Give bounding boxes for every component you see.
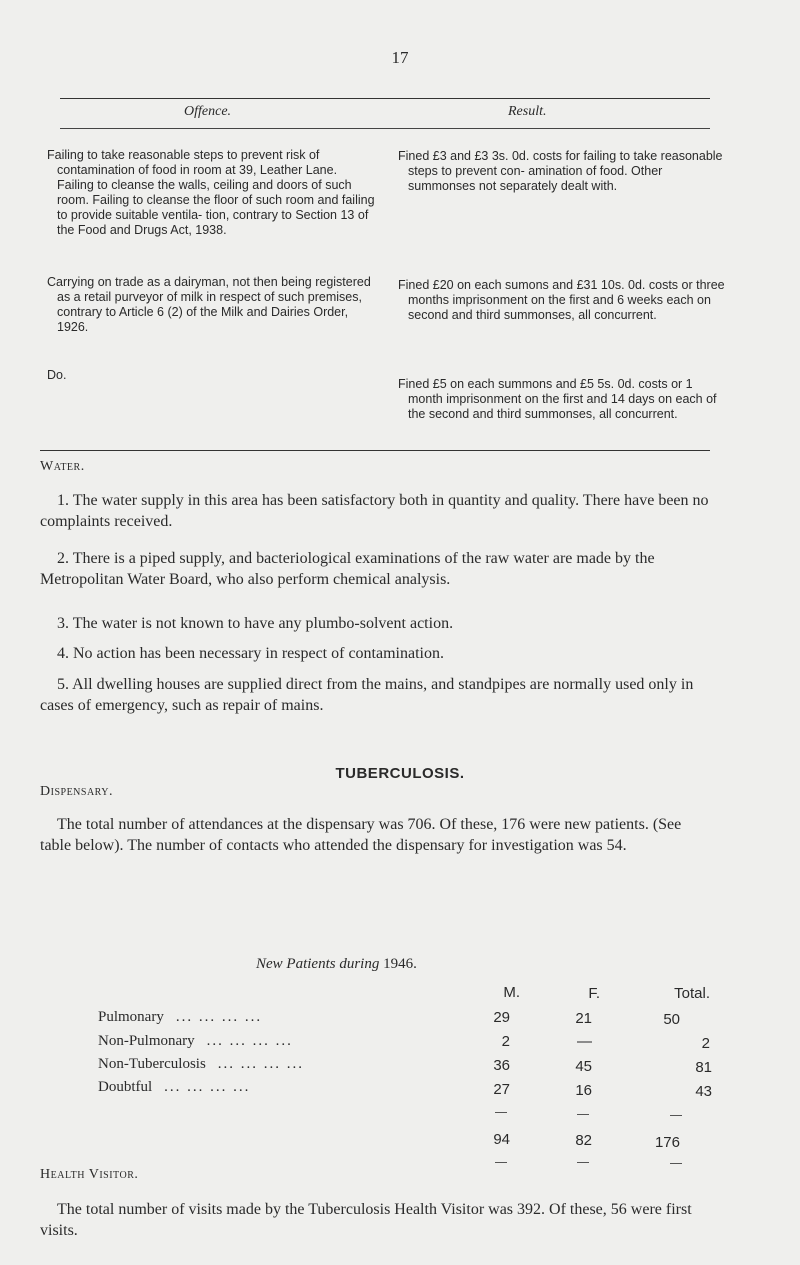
column-header-f: F. — [588, 985, 600, 1002]
subtotal-dash — [577, 1114, 589, 1115]
offence-column-header: Offence. — [184, 104, 232, 119]
water-paragraph: 1. The water supply in this area has been satisfactory both in quantity and quality. There have been no complaints received. — [40, 492, 709, 530]
row-label: Non-Pulmonary ... ... ... ... — [98, 1033, 293, 1049]
leader-dots: ... ... ... ... — [175, 1009, 263, 1025]
cell-f: 16 — [575, 1082, 592, 1099]
table-top-rule — [60, 98, 710, 99]
cell-total: 50 — [663, 1011, 680, 1028]
table-caption-year: 1946. — [383, 956, 417, 972]
water-paragraph: 2. There is a piped supply, and bacteriological examinations of the raw water are made by the Metropolitan Water Board, who also perform chemical analysis. — [40, 550, 655, 588]
result-column-header: Result. — [508, 104, 547, 119]
result-cell: Fined £5 on each summons and £5 5s. 0d. costs or 1 month imprisonment on the first and 14 days on each of the second and third summonses, all concurrent. — [398, 377, 717, 421]
dispensary-paragraph: The total number of attendances at the dispensary was 706. Of these, 176 were new patients. (See table below). The number of contacts who attended the dispensary for investigation was 54. — [40, 816, 682, 854]
table-caption — [256, 956, 417, 973]
subtotal-dash — [495, 1112, 507, 1113]
table-header-rule — [60, 128, 710, 129]
health-visitor-paragraph: The total number of visits made by the Tuberculosis Health Visitor was 392. Of these, 56 were first visits. — [40, 1201, 692, 1239]
water-paragraph: 5. All dwelling houses are supplied direct from the mains, and standpipes are normally used only in cases of emergency, such as repair of mains. — [40, 676, 694, 714]
cell-m: 29 — [493, 1009, 510, 1026]
total-f: 82 — [575, 1132, 592, 1149]
total-total: 176 — [654, 1134, 680, 1151]
dispensary-heading: Dispensary. — [40, 784, 114, 799]
offence-cell: Failing to take reasonable steps to prevent risk of contamination of food in room at 39, Leather Lane. Failing to cleanse the walls, ceiling and doors of such room. Failing to cleanse the floor of such room and failing to provide suitable ventila- tion, contrary to Section 13 of the Food and Drugs Act, 1938. — [47, 148, 375, 237]
leader-dots: ... ... ... ... — [206, 1033, 293, 1049]
table-bottom-rule — [40, 450, 710, 451]
leader-dots: ... ... ... ... — [217, 1056, 305, 1072]
water-paragraph: 3. The water is not known to have any plumbo-solvent action. — [57, 615, 454, 632]
row-label: Pulmonary ... ... ... ... — [98, 1009, 263, 1025]
cell-total: 2 — [701, 1035, 710, 1052]
row-label: Non-Tuberculosis ... ... ... ... — [98, 1056, 305, 1072]
cell-total: 43 — [695, 1083, 712, 1100]
water-heading: Water. — [40, 459, 85, 474]
total-dash — [670, 1163, 682, 1164]
total-m: 94 — [493, 1131, 510, 1148]
table-caption-text: New Patients during — [256, 956, 380, 972]
column-header-m: M. — [503, 984, 520, 1001]
water-paragraph: 4. No action has been necessary in respect of contamination. — [57, 645, 444, 662]
cell-m: 36 — [493, 1057, 510, 1074]
column-header-total: Total. — [674, 985, 710, 1002]
leader-dots: ... ... ... ... — [164, 1079, 251, 1095]
health-visitor-heading: Health Visitor. — [40, 1167, 139, 1182]
cell-m: 2 — [501, 1033, 510, 1050]
cell-f: 21 — [575, 1010, 592, 1027]
cell-total: 81 — [695, 1059, 712, 1076]
total-dash — [495, 1162, 507, 1163]
result-cell: Fined £20 on each sumons and £31 10s. 0d. costs or three months imprisonment on the first and 6 weeks each on second and third summonses, all concurrent. — [398, 278, 725, 322]
offence-cell: Do. — [47, 368, 67, 382]
total-dash — [577, 1162, 589, 1163]
cell-f: 45 — [575, 1058, 592, 1075]
tuberculosis-heading: TUBERCULOSIS. — [335, 765, 465, 782]
offence-cell: Carrying on trade as a dairyman, not then being registered as a retail purveyor of milk in respect of such premises, contrary to Article 6 (2) of the Milk and Dairies Order, 1926. — [47, 275, 371, 334]
result-cell: Fined £3 and £3 3s. 0d. costs for failing to take reasonable steps to prevent con- amination of food. Other summonses not separately dealt with. — [398, 149, 723, 193]
row-label: Doubtful ... ... ... ... — [98, 1079, 251, 1095]
cell-f: — — [577, 1033, 592, 1050]
page-number: 17 — [391, 48, 409, 67]
subtotal-dash — [670, 1115, 682, 1116]
cell-m: 27 — [493, 1081, 510, 1098]
